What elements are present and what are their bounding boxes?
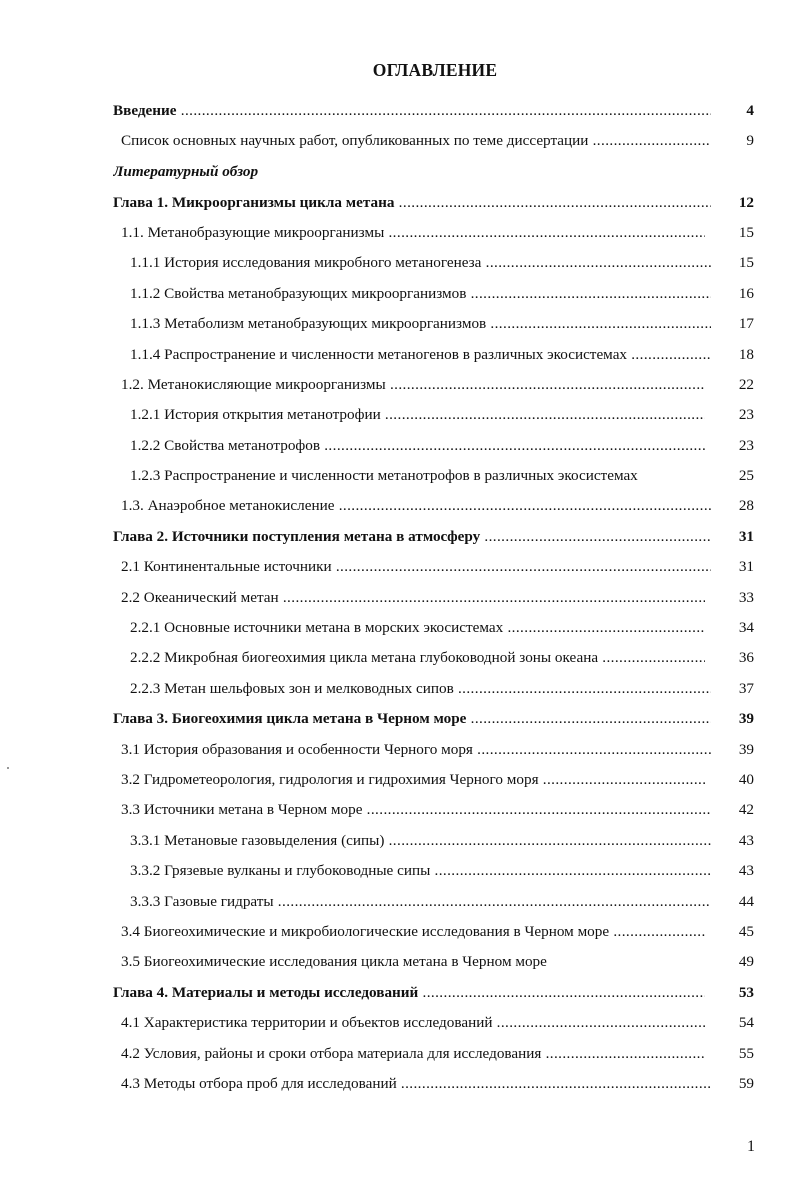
toc-entry[interactable]: 1.3. Анаэробное метанокисление ..... 28 <box>121 491 711 521</box>
toc-entry[interactable]: 3.2 Гидрометеорология, гидрология и гидрохимия Черного моря ..... 40 <box>121 765 705 795</box>
toc-entry[interactable]: 1.1.4 Распространение и численности метаногенов в различных экосистемах ..... 18 <box>130 340 711 370</box>
toc-entry[interactable]: 1.1.3 Метаболизм метанобразующих микроорганизмов ..... 17 <box>130 309 711 339</box>
toc-entry[interactable]: 3.3 Источники метана в Черном море ..... 42 <box>121 795 711 825</box>
toc-entry[interactable]: 4.1 Характеристика территории и объектов исследований ..... 54 <box>121 1008 705 1038</box>
toc-entry-chapter-3[interactable]: Глава 3. Биогеохимия цикла метана в Черном море ..... 39 <box>113 704 711 734</box>
toc-entry[interactable]: 2.1 Континентальные источники ..... 31 <box>121 552 711 582</box>
toc-section-heading: Литературный обзор <box>113 163 259 180</box>
page-number: 1 <box>747 1138 755 1155</box>
toc-entry[interactable]: 3.3.2 Грязевые вулканы и глубоководные сипы ..... 43 <box>130 856 711 886</box>
toc-entry[interactable]: 3.3.1 Метановые газовыделения (сипы) ..... 43 <box>130 826 711 856</box>
toc-entry[interactable]: Список основных научных работ, опубликованных по теме диссертации ..... 9 <box>121 126 711 156</box>
toc-entry[interactable]: 1.2.1 История открытия метанотрофии ..... 23 <box>130 400 705 430</box>
toc-entry[interactable]: 1.2. Метанокисляющие микроорганизмы ..... 22 <box>121 370 705 400</box>
toc-entry[interactable]: 3.5 Биогеохимические исследования цикла метана в Черном море 49 <box>121 953 754 970</box>
toc-entry[interactable]: 4.2 Условия, районы и сроки отбора материала для исследования ..... 55 <box>121 1039 705 1069</box>
page-title: ОГЛАВЛЕНИЕ <box>372 60 498 80</box>
scan-speck <box>7 767 9 769</box>
toc-entry-chapter-1[interactable]: Глава 1. Микроорганизмы цикла метана ..... 12 <box>113 188 711 218</box>
toc-entry[interactable]: 2.2.1 Основные источники метана в морских экосистемах ..... 34 <box>130 613 705 643</box>
toc-entry[interactable]: 3.3.3 Газовые гидраты ..... 44 <box>130 887 711 917</box>
toc-entry[interactable]: 2.2 Океанический метан ..... 33 <box>121 583 705 613</box>
toc-entry[interactable]: 1.1.1 История исследования микробного метаногенеза ..... 15 <box>130 248 711 278</box>
toc-entry-introduction[interactable]: Введение ..... 4 <box>113 96 711 126</box>
toc-entry[interactable]: 2.2.2 Микробная биогеохимия цикла метана глубоководной зоны океана ..... 36 <box>130 643 705 673</box>
toc-entry[interactable]: 1.1.2 Свойства метанобразующих микроорганизмов ..... 16 <box>130 279 711 309</box>
toc-entry[interactable]: 1.2.2 Свойства метанотрофов ..... 23 <box>130 431 705 461</box>
toc-entry[interactable]: 4.3 Методы отбора проб для исследований ..... 59 <box>121 1069 711 1099</box>
toc-entry[interactable]: 1.2.3 Распространение и численности метанотрофов в различных экосистемах 25 <box>130 467 754 484</box>
toc-entry[interactable]: 1.1. Метанобразующие микроорганизмы ..... 15 <box>121 218 705 248</box>
toc-entry[interactable]: 3.4 Биогеохимические и микробиологические исследования в Черном море ..... 45 <box>121 917 705 947</box>
toc-entry-chapter-2[interactable]: Глава 2. Источники поступления метана в атмосферу ..... 31 <box>113 522 711 552</box>
toc-entry[interactable]: 2.2.3 Метан шельфовых зон и мелководных сипов ..... 37 <box>130 674 711 704</box>
toc-entry[interactable]: 3.1 История образования и особенности Черного моря ..... 39 <box>121 735 711 765</box>
toc-entry-chapter-4[interactable]: Глава 4. Материалы и методы исследований ..... 53 <box>113 978 705 1008</box>
